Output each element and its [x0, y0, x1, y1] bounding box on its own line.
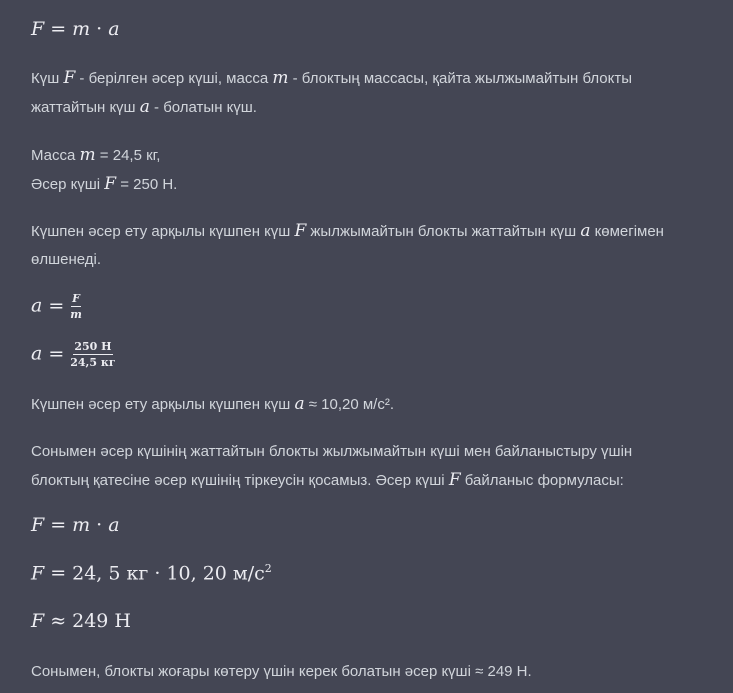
paragraph-line: [31, 217, 713, 246]
text-span: = 24,5 кг,: [95, 147, 161, 164]
inline-math: a: [294, 394, 305, 414]
formula-symbol: m: [72, 18, 91, 40]
fraction: [70, 292, 82, 321]
text-span: жаттайтын күш: [31, 99, 140, 116]
inline-math: F: [294, 221, 307, 241]
text-span: Масса: [31, 147, 80, 164]
formula-symbol: F: [31, 514, 45, 536]
fraction: [70, 340, 115, 369]
paragraph-line: өлшенеді.: [31, 251, 102, 268]
fraction-numerator: F: [72, 292, 80, 305]
formula-force-definition: [31, 18, 120, 40]
text-span: көмегімен: [590, 223, 664, 240]
formula-acceleration-substituted: [31, 340, 116, 369]
inline-math: F: [448, 470, 461, 490]
inline-math: F: [104, 174, 117, 194]
text-span: жылжымайтын блокты жаттайтын күш: [306, 223, 581, 240]
formula-symbol: a: [31, 294, 43, 317]
formula-symbol: a: [108, 514, 120, 536]
formula-force-result: [31, 610, 131, 632]
inline-math: m: [79, 145, 96, 165]
text-span: - блоктың массасы, қайта жылжымайтын блокты: [288, 70, 633, 87]
formula-operator: =: [50, 514, 67, 536]
fraction-denominator: m: [70, 308, 82, 321]
formula-force-repeat: [31, 514, 120, 536]
formula-symbol: a: [108, 18, 120, 40]
text-span: - берілген әсер күші, масса: [75, 70, 273, 87]
fraction-denominator: 24,5 кг: [70, 356, 116, 369]
formula-force-substituted: [31, 562, 272, 584]
inline-math: a: [139, 97, 150, 117]
paragraph-line: Сонымен әсер күшінің жаттайтын блокты жылжымайтын күші мен байланыстыру үшін: [31, 443, 633, 460]
formula-symbol: F: [31, 18, 45, 40]
text-span: = 250 Н.: [116, 176, 178, 193]
formula-operator: =: [48, 342, 65, 365]
paragraph-relation: [31, 438, 713, 495]
formula-operator: ≈: [50, 610, 67, 632]
text-span: байланыс формуласы:: [460, 472, 624, 489]
paragraph-explanation: [31, 217, 713, 274]
formula-operator: ·: [96, 514, 103, 536]
formula-symbol: m: [72, 514, 91, 536]
formula-symbol: F: [31, 610, 45, 632]
text-span: Күшпен әсер ету арқылы күшпен күш: [31, 396, 295, 413]
paragraph-line: [31, 170, 713, 199]
fraction-numerator: 250 Н: [74, 340, 112, 353]
text-span: Күшпен әсер ету арқылы күшпен күш: [31, 223, 295, 240]
formula-operator: =: [50, 562, 67, 585]
formula-expression: 249 Н: [72, 610, 131, 632]
formula-symbol: F: [31, 562, 45, 585]
formula-operator: =: [48, 294, 65, 317]
paragraph-line: [31, 93, 713, 122]
text-span: ≈ 10,20 м/с².: [304, 396, 394, 413]
text-span: Күш: [31, 70, 64, 87]
formula-superscript: 2: [264, 562, 272, 575]
paragraph-line: [31, 390, 713, 419]
inline-math: F: [63, 68, 76, 88]
paragraph-acceleration-result: [31, 390, 713, 419]
paragraph-definitions: [31, 64, 713, 122]
text-span: - болатын күш.: [149, 99, 257, 116]
paragraph-conclusion: [31, 658, 713, 686]
formula-operator: ·: [96, 18, 103, 40]
paragraph-line: [31, 141, 713, 170]
text-span: блоктың қатесіне әсер күшінің тіркеусін қосамыз. Әсер күші: [31, 472, 449, 489]
inline-math: a: [580, 221, 591, 241]
formula-expression: 24, 5 кг · 10, 20 м/с: [72, 562, 265, 585]
formula-operator: =: [50, 18, 67, 40]
paragraph-given-values: [31, 141, 713, 199]
formula-symbol: a: [31, 342, 43, 365]
formula-acceleration: [31, 292, 82, 321]
paragraph-line: Сонымен, блокты жоғары көтеру үшін керек болатын әсер күші ≈ 249 Н.: [31, 663, 532, 680]
paragraph-line: [31, 64, 713, 93]
text-span: Әсер күші: [31, 176, 105, 193]
inline-math: m: [272, 68, 289, 88]
paragraph-line: [31, 466, 713, 495]
